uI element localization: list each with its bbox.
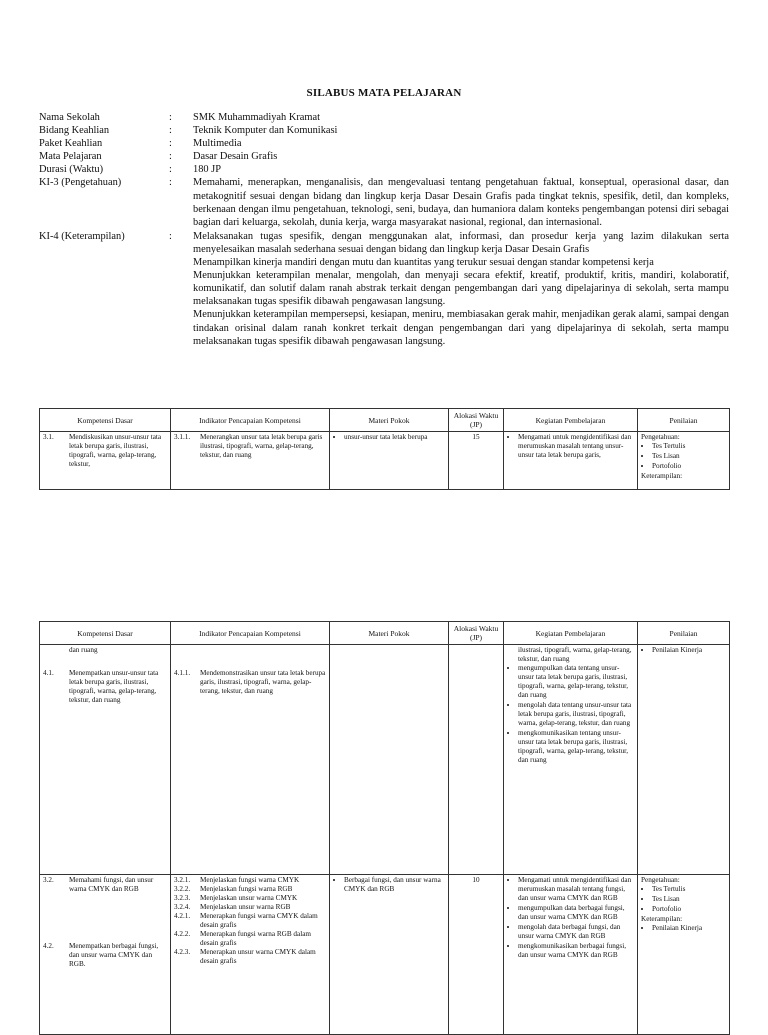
ki4-paragraph: Menampilkan kinerja mandiri dengan mutu dan kuantitas yang terukur sesuai dengan standar kompetensi kerja [193,257,654,269]
info-colon: : [169,230,172,242]
cell-alokasi: 15 [449,432,504,490]
table-row [40,432,730,490]
kd-number: 3.1. [43,433,54,441]
info-row-ki3 [39,176,729,228]
info-label: KI-4 (Keterampilan) [39,230,125,242]
kd-text: Menempatkan unsur-unsur tata letak berupa garis, ilustrasi, tipografi, warna, gelap-terang, tekstur, dan ruang [69,669,159,704]
indikator-text: Menjelaskan unsur warna RGB [200,903,291,911]
indikator-text: Menerangkan unsur tata letak berupa garis ilustrasi, tipografi, warna, gelap-terang, tekstur, dan ruang [200,433,323,459]
kd-number: 4.1. [43,669,54,677]
info-row-bidang [39,124,729,137]
indikator-number: 3.1.1. [174,433,191,441]
header-kegiatan: Kegiatan Pembelajaran [504,622,638,645]
indikator-number: 3.2.3. [174,894,191,902]
info-colon: : [169,112,172,123]
cell-kd [40,875,171,1035]
info-colon: : [169,177,172,189]
kegiatan-item: • mengkomunikasikan berbagai fungsi, dan unsur warna CMYK dan RGB [518,942,634,960]
ki4-paragraph: Menunjukkan keterampilan menalar, mengolah, dan menyaji secara efektif, kreatif, produktif, kritis, mandiri, kolaboratif, komunikatif, dan solutif dalam ranah abstrak terkait dengan pengembangan dari yang dipelajarinya di sekolah, serta mampu melaksanakan tugas spesifik dibawah pengawasan langsung. [193,270,729,308]
syllabus-table-2 [39,621,730,1035]
kegiatan-item: • mengumpulkan data berbagai fungsi, dan unsur warna CMYK dan RGB [518,904,634,922]
kegiatan-item: • Mengamati untuk mengidentifikasi dan merumuskan masalah tentang fungsi, dan unsur warna CMYK dan RGB [518,876,634,903]
syllabus-table-1 [39,408,730,490]
info-colon: : [169,125,172,137]
indikator-number: 4.2.2. [174,930,191,938]
header-kompetensi-dasar: Kompetensi Dasar [40,622,171,645]
info-value: Multimedia [193,138,242,150]
cell-materi [330,432,449,490]
info-row-paket [39,137,729,150]
penilaian-item: • Penilaian Kinerja [652,924,726,933]
ki4-paragraph: Menunjukkan keterampilan mempersepsi, kesiapan, meniru, membiasakan gerak mahir, menjadikan gerak alami, sampai dengan tindakan orisinal dalam ranah konkret terkait dengan pengembangan dari yang dipelajarinya di sekolah, serta mampu melaksanakan tugas spesifik dibawah pengawasan langsung. [193,309,729,347]
info-label: Nama Sekolah [39,112,100,123]
materi-item: • Berbagai fungsi, dan unsur warna CMYK dan RGB [344,876,445,894]
indikator-text: Menjelaskan fungsi warna RGB [200,885,293,893]
header-indikator: Indikator Pencapaian Kompetensi [171,622,330,645]
kegiatan-item: • mengumpulkan data tentang unsur-unsur tata letak berupa garis, ilustrasi, tipografi, warna, gelap-terang, tekstur, dan ruang [518,664,634,700]
kd-number: 4.2. [43,942,54,950]
header-kegiatan: Kegiatan Pembelajaran [504,409,638,432]
penilaian-item: • Tes Tertulis [652,442,726,451]
kegiatan-continuation: ilustrasi, tipografi, warna, gelap-terang, tekstur, dan ruang [518,646,632,663]
info-label: Durasi (Waktu) [39,164,104,176]
penilaian-item: • Portofolio [652,905,726,914]
kegiatan-item: • Mengamati untuk mengidentifikasi dan merumuskan masalah tentang unsur-unsur tata letak berupa garis, [518,433,634,460]
info-label: Mata Pelajaran [39,151,102,163]
header-penilaian: Penilaian [638,409,730,432]
cell-indikator [171,432,330,490]
info-label: Bidang Keahlian [39,125,110,137]
indikator-number: 4.2.1. [174,912,191,920]
header-kompetensi-dasar: Kompetensi Dasar [40,409,171,432]
kd-continuation: dan ruang [69,646,98,654]
indikator-text: Menerapkan fungsi warna RGB dalam desain grafis [200,930,311,947]
cell-kegiatan [504,432,638,490]
cell-materi [330,645,449,875]
identity-block [39,111,729,348]
indikator-number: 4.1.1. [174,669,191,677]
penilaian-label: Pengetahuan: [641,433,680,441]
cell-penilaian [638,432,730,490]
cell-kegiatan [504,875,638,1035]
info-colon: : [169,151,172,163]
info-label: KI-3 (Pengetahuan) [39,177,122,189]
table-row [40,645,730,875]
cell-alokasi [449,645,504,875]
penilaian-label: Pengetahuan: [641,876,680,884]
indikator-number: 3.2.2. [174,885,191,893]
info-colon: : [169,164,172,176]
indikator-number: 3.2.1. [174,876,191,884]
indikator-number: 4.2.3. [174,948,191,956]
cell-kd [40,645,171,875]
info-row-durasi [39,163,729,176]
indikator-text: Menerapkan fungsi warna CMYK dalam desain grafis [200,912,318,929]
indikator-text: Menjelaskan unsur warna CMYK [200,894,298,902]
cell-indikator [171,645,330,875]
info-label: Paket Keahlian [39,138,103,150]
cell-alokasi: 10 [449,875,504,1035]
kd-text: Mendiskusikan unsur-unsur tata letak berupa garis, ilustrasi, tipografi, warna, gelap-terang, tekstur, [69,433,162,468]
indikator-text: Menerapkan unsur warna CMYK dalam desain grafis [200,948,316,965]
kegiatan-item: • mengolah data tentang unsur-unsur tata letak berupa garis, ilustrasi, tipografi, warna, gelap-terang, tekstur, dan ruang [518,701,634,728]
table-header-row [40,409,730,432]
header-indikator: Indikator Pencapaian Kompetensi [171,409,330,432]
info-value [193,230,729,348]
header-penilaian: Penilaian [638,622,730,645]
cell-materi [330,875,449,1035]
cell-kegiatan [504,645,638,875]
document-title: SILABUS MATA PELAJARAN [306,87,462,99]
cell-kd [40,432,171,490]
kd-text: Menempatkan berbagai fungsi, dan unsur warna CMYK dan RGB. [69,942,159,968]
penilaian-item: • Penilaian Kinerja [652,646,726,655]
penilaian-item: • Tes Lisan [652,895,726,904]
header-materi: Materi Pokok [330,622,449,645]
info-value: SMK Muhammadiyah Kramat [193,112,320,123]
materi-item: • unsur-unsur tata letak berupa [344,433,445,442]
kd-number: 3.2. [43,876,54,884]
penilaian-label: Keterampilan: [641,915,683,923]
penilaian-item: • Tes Tertulis [652,885,726,894]
indikator-text: Mendemonstrasikan unsur tata letak berupa garis, ilustrasi, tipografi, warna, gelap-terang, tekstur, dan ruang [200,669,326,695]
info-value: 180 JP [193,164,222,176]
header-alokasi: Alokasi Waktu (JP) [449,622,504,645]
info-value: Dasar Desain Grafis [193,151,278,163]
info-row-sekolah [39,111,729,124]
cell-indikator [171,875,330,1035]
cell-penilaian [638,645,730,875]
kd-text: Memahami fungsi, dan unsur warna CMYK dan RGB [69,876,154,893]
kegiatan-item: • mengolah data berbagai fungsi, dan unsur warna CMYK dan RGB [518,923,634,941]
info-row-mapel [39,150,729,163]
info-row-ki4 [39,230,729,348]
indikator-text: Menjelaskan fungsi warna CMYK [200,876,300,884]
table-row [40,875,730,1035]
info-colon: : [169,138,172,150]
kegiatan-item: • mengkomunikasikan tentang unsur-unsur tata letak berupa garis, ilustrasi, tipografi, warna, gelap-terang, tekstur, dan ruang [518,729,634,765]
info-value: Teknik Komputer dan Komunikasi [193,125,338,137]
penilaian-item: • Tes Lisan [652,452,726,461]
ki4-paragraph: Melaksanakan tugas spesifik, dengan menggunakan alat, informasi, dan prosedur kerja yang lazim dilakukan serta menyelesaikan masalah sederhana sesuai dengan bidang dan lingkup kerja Dasar Desain Grafis [193,230,729,255]
info-value: Memahami, menerapkan, menganalisis, dan mengevaluasi tentang pengetahuan faktual, konseptual, operasional dasar, dan metakognitif sesuai dengan bidang dan lingkup kerja Dasar Desain Grafis pada tingkat teknis, spesifik, detil, dan kompleks, berkenaan dengan ilmu pengetahuan, teknologi, seni, budaya, dan humaniora dalam konteks pengembangan potensi diri sebagai bagian dari keluarga, sekolah, dunia kerja, warga masyarakat nasional, regional, dan internasional. [193,177,729,228]
table-header-row [40,622,730,645]
header-materi: Materi Pokok [330,409,449,432]
indikator-number: 3.2.4. [174,903,191,911]
cell-penilaian [638,875,730,1035]
penilaian-item: • Portofolio [652,462,726,471]
penilaian-label: Keterampilan: [641,472,683,480]
header-alokasi: Alokasi Waktu (JP) [449,409,504,432]
